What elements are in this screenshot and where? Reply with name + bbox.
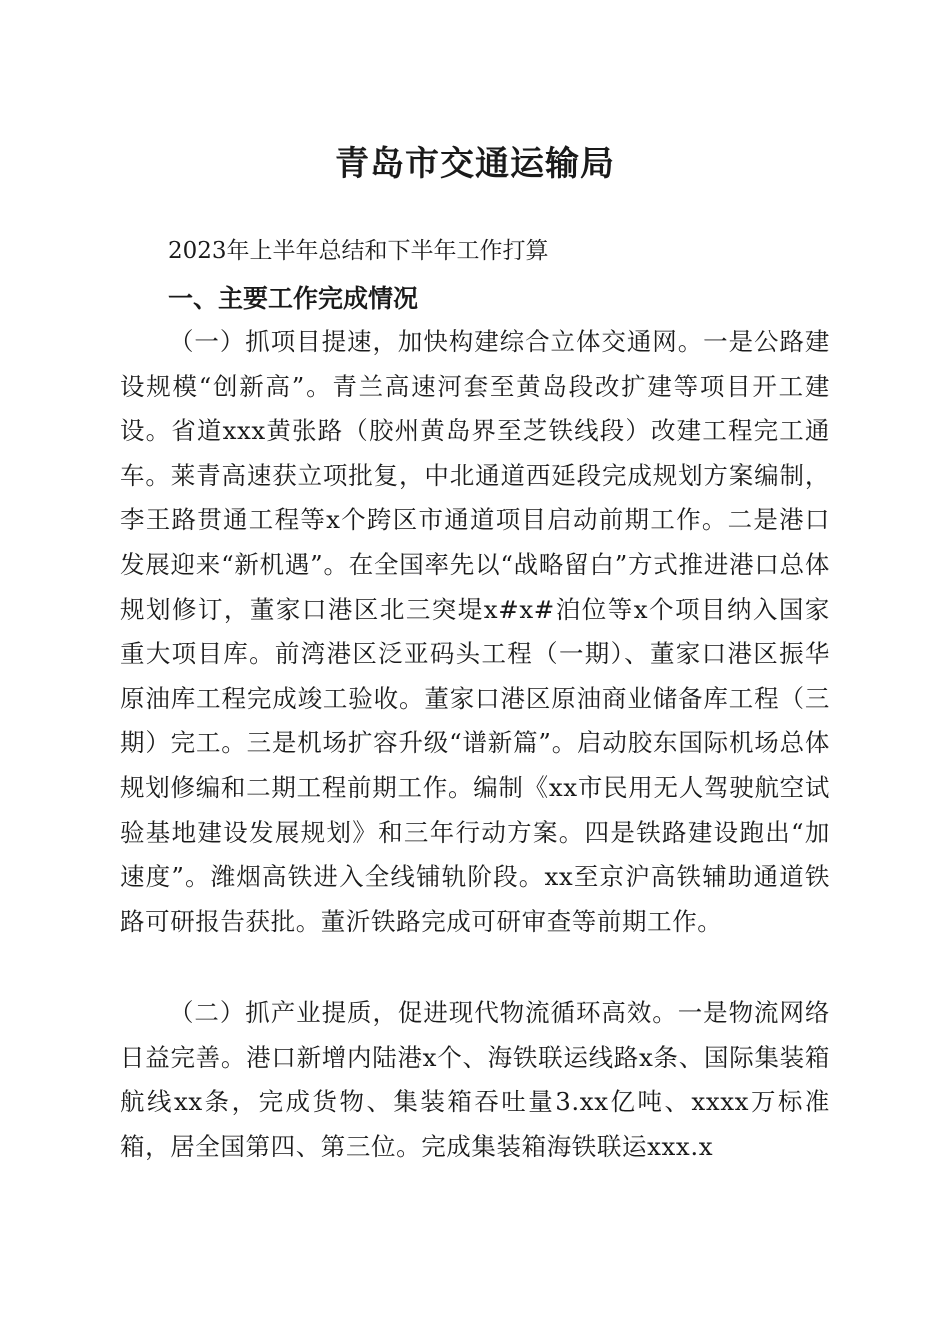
paragraph-project-acceleration: （一）抓项目提速，加快构建综合立体交通网。一是公路建设规模“创新高”。青兰高速河套至黄岛段改扩建等项目开工建设。省道xxx黄张路（胶州黄岛界至芝铁线段）改建工程完工通车。莱青高速获立项批复，中北通道西延段完成规划方案编制，李王路贯通工程等x个跨区市通道项目启动前期工作。二是港口发展迎来“新机遇”。在全国率先以“战略留白”方式推进港口总体规划修订，董家口港区北三突堤x#x#泊位等x个项目纳入国家重大项目库。前湾港区泛亚码头工程（一期）、董家口港区振华原油库工程完成竣工验收。董家口港区原油商业储备库工程（三期）完工。三是机场扩容升级“谱新篇”。启动胶东国际机场总体规划修编和二期工程前期工作。编制《xx市民用无人驾驶航空试验基地建设发展规划》和三年行动方案。四是铁路建设跑出“加速度”。潍烟高铁进入全线铺轨阶段。xx至京沪高铁辅助通道铁路可研报告获批。董沂铁路完成可研审查等前期工作。 (120, 327, 830, 936)
document-subtitle: 2023年上半年总结和下半年工作打算 (168, 238, 549, 264)
section-heading: 一、主要工作完成情况 (168, 284, 419, 313)
paragraph-industry-quality: （二）抓产业提质，促进现代物流循环高效。一是物流网络日益完善。港口新增内陆港x个、海铁联运线路x条、国际集装箱航线xx条，完成货物、集装箱吞吐量3.xx亿吨、xxxx万标准箱，居全国第四、第三位。完成集装箱海铁联运xxx.x (120, 998, 830, 1161)
document-title: 青岛市交通运输局 (335, 144, 615, 184)
